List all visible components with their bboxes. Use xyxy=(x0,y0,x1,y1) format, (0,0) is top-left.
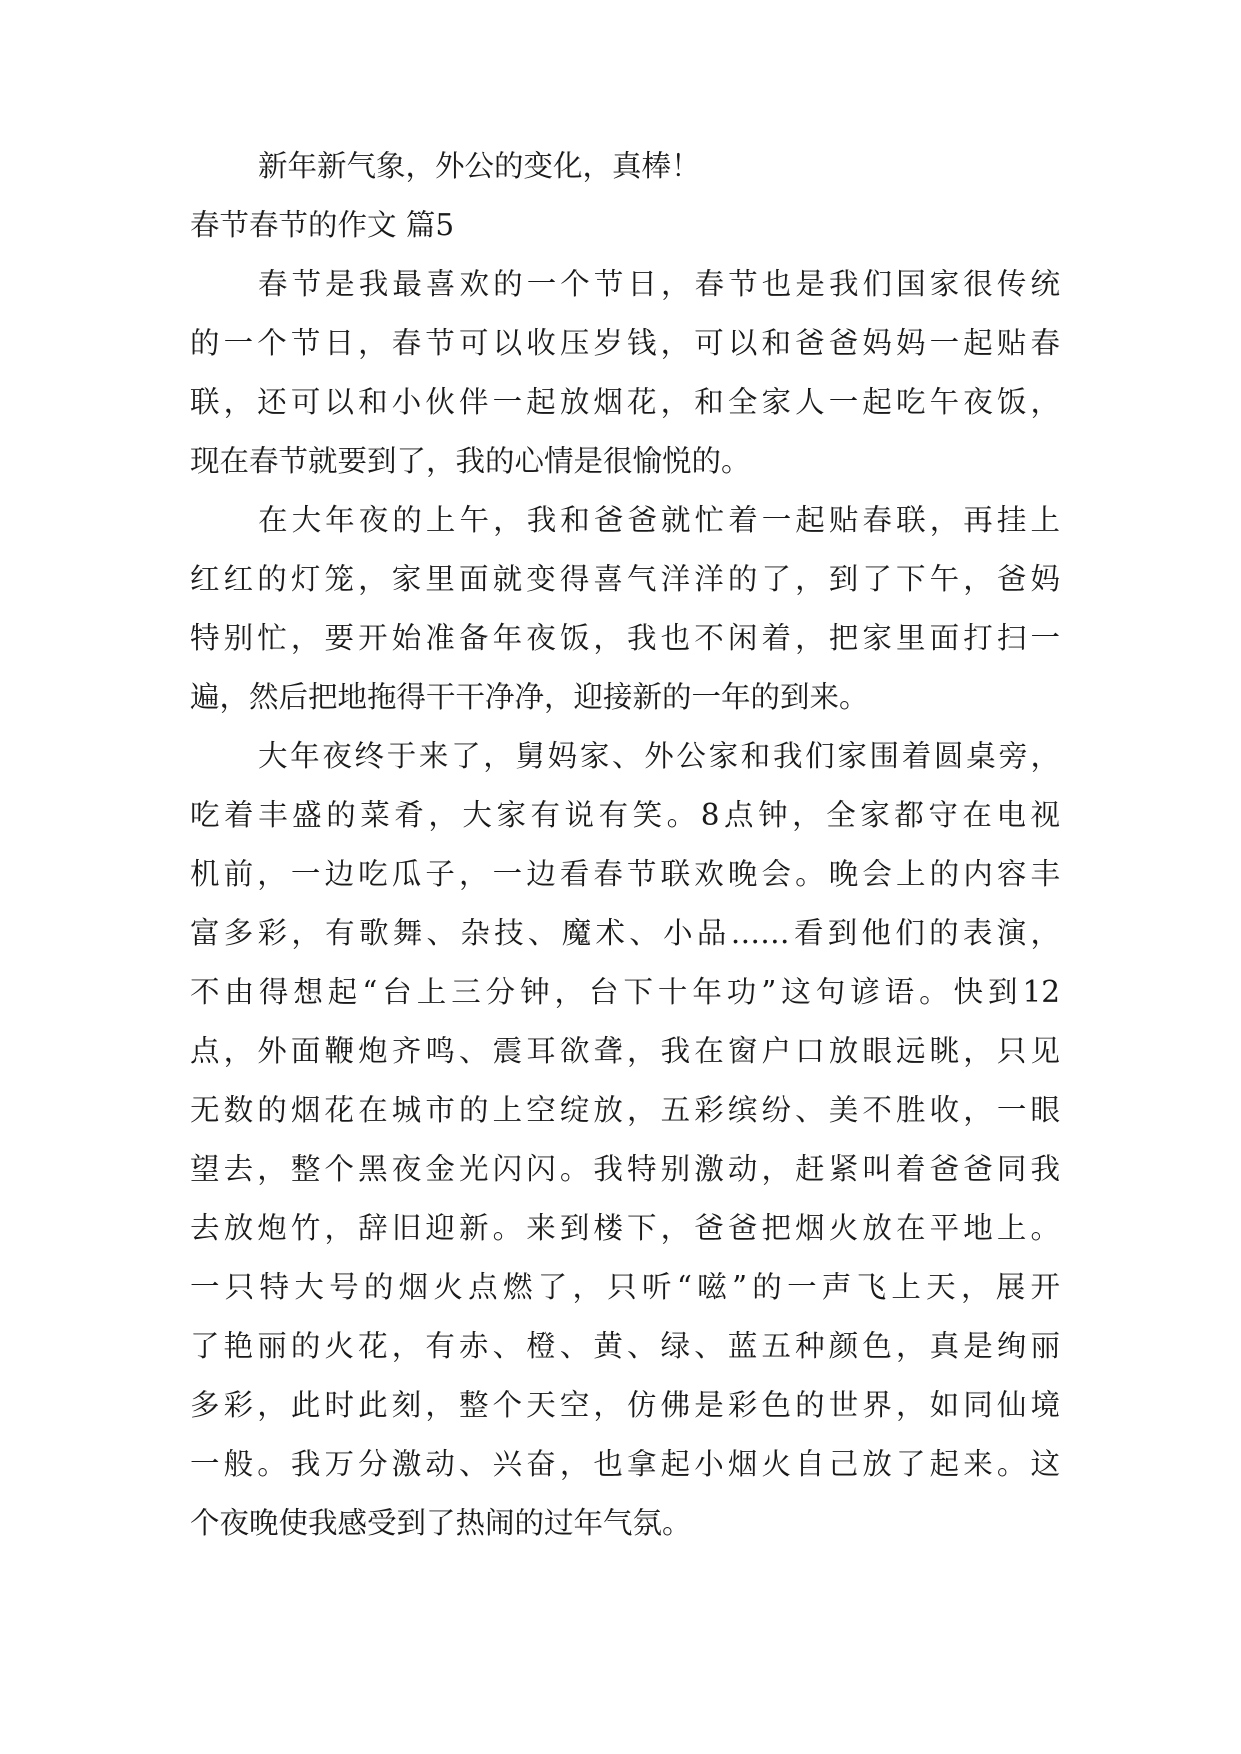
paragraph-3-line: 富多彩，有歌舞、杂技、魔术、小品……看到他们的表演， xyxy=(190,916,1060,950)
paragraph-3-line: 望去，整个黑夜金光闪闪。我特别激动，赶紧叫着爸爸同我 xyxy=(190,1152,1060,1186)
paragraph-3-line: 个夜晚使我感受到了热闹的过年气氛。 xyxy=(190,1506,692,1540)
paragraph-3-line: 大年夜终于来了，舅妈家、外公家和我们家围着圆桌旁， xyxy=(258,739,1060,773)
paragraph-2-line: 遍，然后把地拖得干干净净，迎接新的一年的到来。 xyxy=(190,680,869,714)
paragraph-3-line: 多彩，此时此刻，整个天空，仿佛是彩色的世界，如同仙境 xyxy=(190,1388,1060,1422)
intro-line: 新年新气象，外公的变化，真棒！ xyxy=(258,149,701,183)
paragraph-3-line: 去放炮竹，辞旧迎新。来到楼下，爸爸把烟火放在平地上。 xyxy=(190,1211,1060,1245)
paragraph-3-line: 无数的烟花在城市的上空绽放，五彩缤纷、美不胜收，一眼 xyxy=(190,1093,1060,1127)
paragraph-3-line: 了艳丽的火花，有赤、橙、黄、绿、蓝五种颜色，真是绚丽 xyxy=(190,1329,1060,1363)
paragraph-1-line: 联，还可以和小伙伴一起放烟花，和全家人一起吃午夜饭， xyxy=(190,385,1060,419)
paragraph-3-line: 一只特大号的烟火点燃了，只听“嗞”的一声飞上天，展开 xyxy=(190,1270,1060,1304)
paragraph-1-line: 现在春节就要到了，我的心情是很愉悦的。 xyxy=(190,444,751,478)
paragraph-2-line: 红红的灯笼，家里面就变得喜气洋洋的了，到了下午，爸妈 xyxy=(190,562,1060,596)
paragraph-1-line: 春节是我最喜欢的一个节日，春节也是我们国家很传统 xyxy=(258,267,1060,301)
paragraph-3-line: 点，外面鞭炮齐鸣、震耳欲聋，我在窗户口放眼远眺，只见 xyxy=(190,1034,1060,1068)
document-body xyxy=(190,137,1060,1553)
paragraph-3-line: 吃着丰盛的菜肴，大家有说有笑。8点钟，全家都守在电视 xyxy=(190,798,1060,832)
paragraph-2-line: 在大年夜的上午，我和爸爸就忙着一起贴春联，再挂上 xyxy=(258,503,1060,537)
paragraph-2-line: 特别忙，要开始准备年夜饭，我也不闲着，把家里面打扫一 xyxy=(190,621,1060,655)
paragraph-1-line: 的一个节日，春节可以收压岁钱，可以和爸爸妈妈一起贴春 xyxy=(190,326,1060,360)
paragraph-3-line: 不由得想起“台上三分钟，台下十年功”这句谚语。快到12 xyxy=(190,975,1060,1009)
paragraph-3-line: 机前，一边吃瓜子，一边看春节联欢晚会。晚会上的内容丰 xyxy=(190,857,1060,891)
section-heading: 春节春节的作文 篇5 xyxy=(190,208,455,242)
paragraph-3-line: 一般。我万分激动、兴奋，也拿起小烟火自己放了起来。这 xyxy=(190,1447,1060,1481)
